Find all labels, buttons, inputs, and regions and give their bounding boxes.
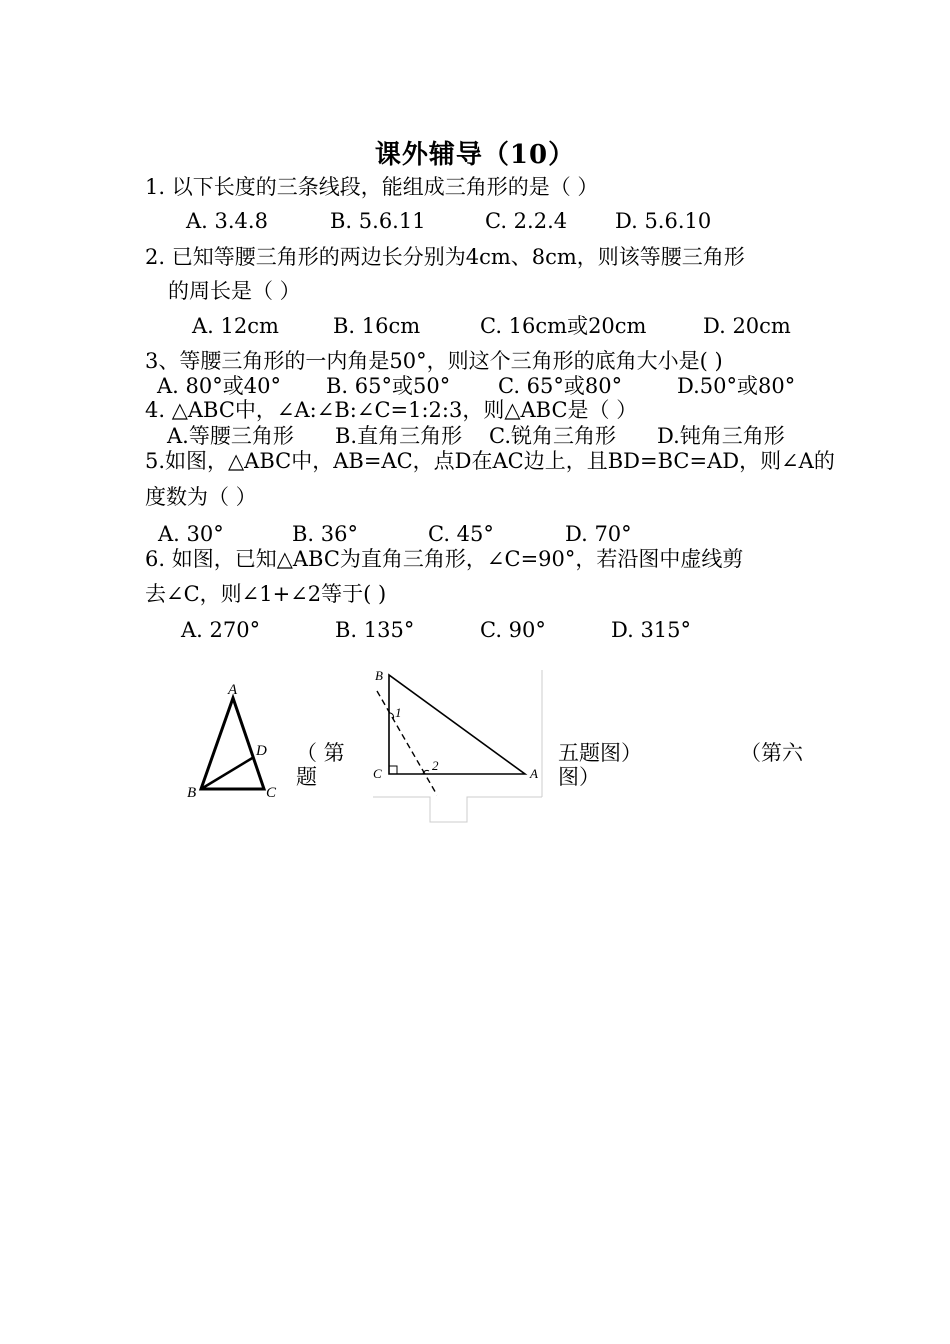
question-6-option-d: D. 315° [611,618,692,642]
segment-bd [201,757,254,789]
question-5-option-b: B. 36° [292,522,359,546]
right-angle-marker [389,766,397,774]
caption-fig5-part1: （ 第 [296,741,345,765]
question-2-option-b: B. 16cm [333,314,421,338]
label-c: C [266,785,277,801]
figure-question-6 [365,665,550,825]
cut-dashed-line [377,691,437,795]
label-b: B [375,668,383,683]
question-1-option-b: B. 5.6.11 [330,209,426,233]
caption-fig5-part3: 五题图） [558,741,642,765]
caption-fig5-part2: 题 [296,765,317,789]
question-2-stem-line2: 的周长是（ ） [168,279,301,303]
label-angle-2: 2 [432,758,439,773]
right-triangle-abc [389,675,525,774]
caption-fig6-part1: （第六 [740,741,803,765]
question-5-stem-line2: 度数为（ ） [145,485,257,509]
label-a: A [228,682,238,698]
question-5-option-c: C. 45° [428,522,494,546]
question-4-option-d: D.钝角三角形 [657,424,785,448]
frame-bottom-edge [373,797,542,822]
question-2-option-a: A. 12cm [192,314,279,338]
figure-question-5 [180,675,290,805]
question-6-option-b: B. 135° [335,618,415,642]
question-6-option-a: A. 270° [181,618,261,642]
question-1-option-c: C. 2.2.4 [485,209,568,233]
question-3-stem: 3、等腰三角形的一内角是50°，则这个三角形的底角大小是( ) [145,349,723,373]
question-3-option-b: B. 65°或50° [326,374,451,398]
label-d: D [256,743,267,759]
question-2-option-c: C. 16cm或20cm [480,314,647,338]
caption-fig6-part2: 图） [558,765,600,789]
question-4-option-a: A.等腰三角形 [167,424,294,448]
question-6-stem-line2: 去∠C，则∠1+∠2等于( ) [145,582,387,606]
question-5-option-a: A. 30° [158,522,224,546]
question-5-stem-line1: 5.如图，△ABC中，AB=AC，点D在AC边上，且BD=BC=AD，则∠A的 [145,449,835,473]
label-c: C [373,766,382,781]
triangle-abc [201,698,264,789]
label-b: B [187,785,197,801]
page-title: 课外辅导（10） [374,140,576,170]
question-1-option-a: A. 3.4.8 [186,209,268,233]
question-3-option-d: D.50°或80° [677,374,796,398]
question-2-stem-line1: 2. 已知等腰三角形的两边长分别为4cm、8cm，则该等腰三角形 [145,245,745,269]
question-4-stem: 4. △ABC中，∠A:∠B:∠C=1:2:3，则△ABC是（ ） [145,398,638,422]
question-1-stem: 1. 以下长度的三条线段，能组成三角形的是（ ） [145,175,599,199]
label-angle-1: 1 [395,705,402,720]
question-5-option-d: D. 70° [565,522,632,546]
question-3-option-c: C. 65°或80° [498,374,623,398]
question-4-option-c: C.锐角三角形 [489,424,616,448]
question-6-option-c: C. 90° [480,618,546,642]
label-a: A [530,766,538,781]
question-4-option-b: B.直角三角形 [335,424,463,448]
question-6-stem-line1: 6. 如图，已知△ABC为直角三角形，∠C=90°，若沿图中虚线剪 [145,547,744,571]
question-1-option-d: D. 5.6.10 [615,209,712,233]
question-2-option-d: D. 20cm [703,314,791,338]
question-3-option-a: A. 80°或40° [157,374,281,398]
